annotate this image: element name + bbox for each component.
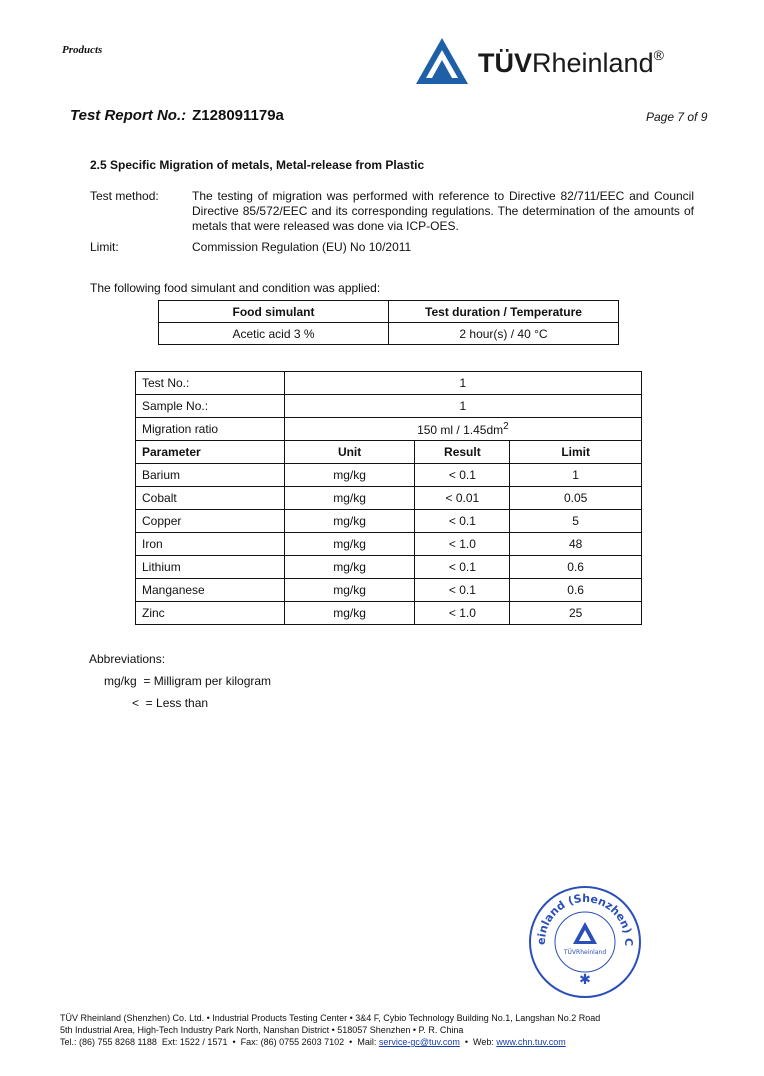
page-number: Page 7 of 9 — [646, 110, 708, 124]
stamp-brand-text: TÜVRheinland — [563, 949, 607, 956]
simulant-value: Acetic acid 3 % — [159, 323, 389, 345]
table-row — [136, 579, 642, 602]
result-cell: < 0.1 — [415, 464, 510, 487]
duration-header: Test duration / Temperature — [389, 301, 619, 323]
table-row — [136, 533, 642, 556]
footer-line-3: Tel.: (86) 755 8268 1188 Ext: 1522 / 1571 • Fax: (86) 0755 2603 7102 • Mail: service-gc@tuv.com • Web: www.chn.tuv.com — [60, 1037, 566, 1047]
unit-cell: mg/kg — [284, 602, 415, 625]
parameter-cell: Manganese — [136, 579, 285, 602]
table-row — [136, 372, 642, 395]
simulant-intro: The following food simulant and condition was applied: — [90, 281, 381, 295]
table-row — [136, 556, 642, 579]
parameter-cell: Lithium — [136, 556, 285, 579]
unit-cell: mg/kg — [284, 579, 415, 602]
unit-header: Unit — [284, 441, 415, 464]
unit-cell: mg/kg — [284, 556, 415, 579]
result-cell: < 0.1 — [415, 556, 510, 579]
simulant-header: Food simulant — [159, 301, 389, 323]
web-link[interactable]: www.chn.tuv.com — [496, 1037, 566, 1047]
parameter-cell: Barium — [136, 464, 285, 487]
result-cell: < 0.01 — [415, 487, 510, 510]
footer-line-2: 5th Industrial Area, High-Tech Industry Park North, Nanshan District • 518057 Shenzhen • P. R. China — [60, 1025, 464, 1035]
test-method-text: The testing of migration was performed with reference to Directive 82/711/EEC and Council Directive 85/572/EEC and its corresponding regulations. The determination of the amounts of metals that were released was done via ICP-OES. — [192, 189, 694, 233]
test-no-label: Test No.: — [136, 372, 285, 395]
abbreviation-less-than: < = Less than — [132, 696, 209, 710]
limit-cell: 0.05 — [510, 487, 642, 510]
table-row — [136, 418, 642, 441]
table-row — [136, 510, 642, 533]
stamp-seal-icon — [527, 884, 643, 1000]
test-no-value: 1 — [284, 372, 641, 395]
limit-cell: 1 — [510, 464, 642, 487]
abbreviations-title: Abbreviations: — [89, 652, 166, 666]
parameter-cell: Zinc — [136, 602, 285, 625]
limit-text: Commission Regulation (EU) No 10/2011 — [192, 240, 412, 254]
result-header: Result — [415, 441, 510, 464]
abbreviation-mgkg: mg/kg = Milligram per kilogram — [104, 674, 272, 688]
unit-cell: mg/kg — [284, 464, 415, 487]
parameter-cell: Cobalt — [136, 487, 285, 510]
svg-text:TÜV Rheinland (Shenzhen) Co.,: einland (Shenzhen) C — [534, 891, 636, 947]
unit-cell: mg/kg — [284, 487, 415, 510]
limit-label: Limit: — [90, 240, 119, 254]
tuv-rheinland-logo — [414, 36, 694, 86]
limit-cell: 0.6 — [510, 556, 642, 579]
table-row — [136, 464, 642, 487]
report-number-line — [70, 107, 284, 124]
company-stamp — [527, 884, 643, 1000]
limit-cell: 48 — [510, 533, 642, 556]
parameter-header: Parameter — [136, 441, 285, 464]
result-cell: < 1.0 — [415, 533, 510, 556]
limit-cell: 5 — [510, 510, 642, 533]
migration-ratio-label: Migration ratio — [136, 418, 285, 441]
table-header-row — [136, 441, 642, 464]
test-method-label: Test method: — [90, 189, 159, 203]
mail-link[interactable]: service-gc@tuv.com — [378, 1037, 460, 1047]
parameter-cell: Copper — [136, 510, 285, 533]
parameter-cell: Iron — [136, 533, 285, 556]
limit-header: Limit — [510, 441, 642, 464]
result-cell: < 0.1 — [415, 510, 510, 533]
page-footer — [60, 1012, 600, 1048]
result-cell: < 1.0 — [415, 602, 510, 625]
table-row — [136, 487, 642, 510]
result-cell: < 0.1 — [415, 579, 510, 602]
simulant-table — [158, 300, 619, 345]
report-number-label: Test Report No.: — [70, 107, 187, 124]
brand-wordmark: TÜVRheinland® — [478, 47, 664, 78]
migration-ratio-value: 150 ml / $1.45dm^2$ — [284, 418, 641, 441]
products-label: Products — [62, 44, 103, 56]
limit-cell: 25 — [510, 602, 642, 625]
table-row — [136, 602, 642, 625]
report-number: Z128091179a — [192, 107, 284, 124]
table-row — [136, 395, 642, 418]
section-title: 2.5 Specific Migration of metals, Metal-release from Plastic — [90, 158, 425, 172]
footer-line-1: TÜV Rheinland (Shenzhen) Co. Ltd. • Industrial Products Testing Center • 3&4 F, Cybio Technology Building No.1, Langshan No.2 Road — [60, 1013, 601, 1023]
duration-value: 2 hour(s) / 40 °C — [389, 323, 619, 345]
limit-cell: 0.6 — [510, 579, 642, 602]
sample-no-value: 1 — [284, 395, 641, 418]
sample-no-label: Sample No.: — [136, 395, 285, 418]
svg-text:✱: ✱ — [579, 971, 591, 987]
triangle-logo-icon — [414, 36, 470, 86]
results-table — [135, 371, 642, 625]
unit-cell: mg/kg — [284, 533, 415, 556]
unit-cell: mg/kg — [284, 510, 415, 533]
